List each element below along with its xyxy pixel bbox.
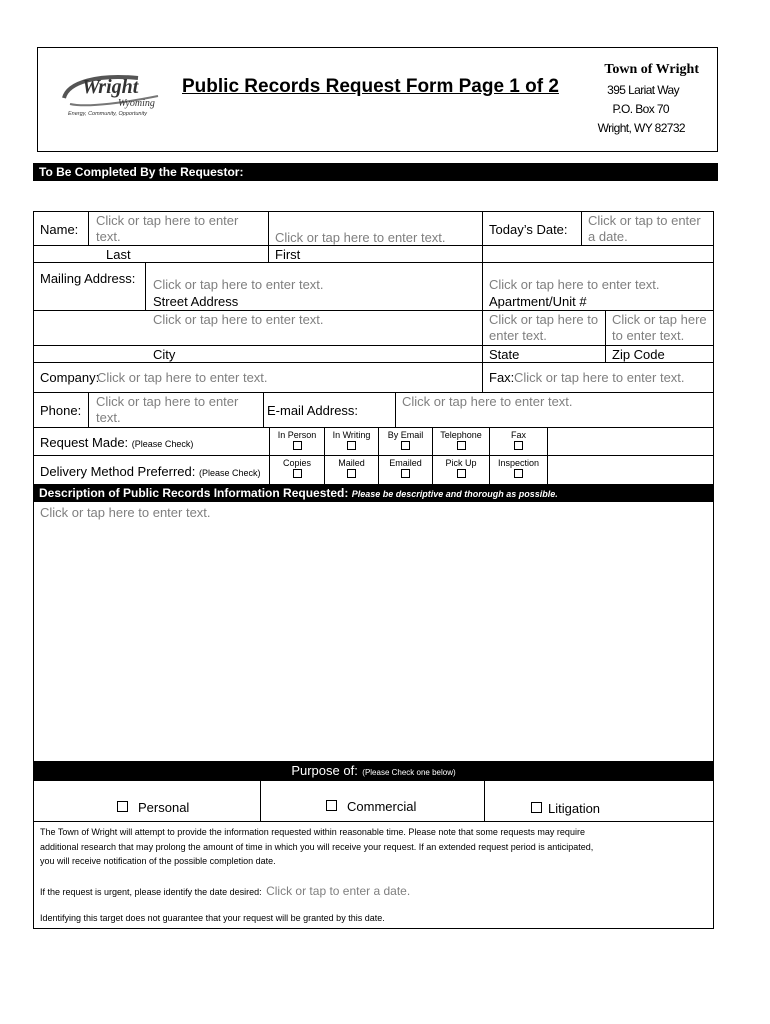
address-line-2: P.O. Box 70 bbox=[612, 102, 669, 116]
fax-label: Fax: bbox=[489, 370, 515, 385]
request-made-label bbox=[40, 435, 193, 452]
purpose-litigation[interactable] bbox=[484, 780, 714, 822]
delivery-opt-inspection[interactable] bbox=[489, 455, 548, 485]
request-made-text: Request Made: bbox=[40, 435, 129, 450]
last-caption: Last bbox=[106, 247, 131, 262]
checkbox-icon[interactable] bbox=[347, 469, 356, 478]
purpose-personal[interactable] bbox=[33, 780, 261, 822]
apt-field[interactable] bbox=[482, 262, 714, 311]
urgent-row bbox=[40, 882, 410, 900]
company-input[interactable]: Click or tap here to enter text. bbox=[97, 370, 268, 385]
request-opt-telephone[interactable] bbox=[432, 427, 490, 456]
section-requestor-title: To Be Completed By the Requestor: bbox=[39, 165, 244, 179]
first-name-field[interactable] bbox=[268, 211, 483, 246]
first-caption: First bbox=[275, 247, 301, 262]
checkbox-icon[interactable] bbox=[457, 469, 466, 478]
company-label: Company: bbox=[40, 370, 100, 385]
zip-caption-cell bbox=[605, 345, 714, 363]
state-field[interactable] bbox=[482, 310, 606, 346]
checkbox-icon[interactable] bbox=[293, 441, 302, 450]
form-title: Public Records Request Form Page 1 of 2 bbox=[182, 76, 559, 97]
delivery-opt-label: Mailed bbox=[338, 458, 365, 468]
delivery-opt-label: Pick Up bbox=[445, 458, 477, 468]
street-input[interactable]: Click or tap here to enter text. bbox=[153, 277, 324, 292]
footer-line-3: you will receive notification of the possible completion date. bbox=[40, 856, 276, 866]
last-name-input[interactable]: Click or tap here to enter text. bbox=[96, 213, 239, 244]
phone-label-cell bbox=[33, 392, 89, 428]
checkbox-icon[interactable] bbox=[401, 441, 410, 450]
mailing-label: Mailing Address: bbox=[40, 271, 136, 286]
street-field[interactable] bbox=[145, 262, 483, 311]
last-caption-cell bbox=[33, 245, 269, 263]
footer-line-2: additional research that may prolong the amount of time in which you will receive your request. If an extended request period is anticipated, bbox=[40, 842, 594, 852]
request-opt-in-person[interactable] bbox=[269, 427, 325, 456]
purpose-bar bbox=[33, 762, 714, 780]
name-label-cell bbox=[33, 211, 89, 246]
today-date-input[interactable]: Click or tap to enter a date. bbox=[588, 213, 701, 244]
address-line-1: 395 Lariat Way bbox=[607, 83, 679, 97]
last-name-field[interactable] bbox=[88, 211, 269, 246]
delivery-note: (Please Check) bbox=[198, 468, 261, 478]
checkbox-icon[interactable] bbox=[531, 802, 542, 813]
checkbox-icon[interactable] bbox=[117, 801, 128, 812]
zip-caption: Zip Code bbox=[612, 347, 665, 362]
requestor-form bbox=[33, 211, 714, 428]
phone-field[interactable] bbox=[88, 392, 264, 428]
today-label-cell bbox=[482, 211, 582, 246]
request-made-note: (Please Check) bbox=[131, 439, 194, 449]
purpose-personal-option[interactable] bbox=[117, 800, 189, 816]
description-title: Description of Public Records Information Requested: bbox=[39, 486, 349, 500]
request-empty-cell bbox=[547, 427, 714, 456]
urgent-label: If the request is urgent, please identify the date desired: bbox=[40, 887, 262, 897]
request-opt-label: By Email bbox=[387, 430, 424, 440]
request-opt-in-writing[interactable] bbox=[324, 427, 379, 456]
apt-input[interactable]: Click or tap here to enter text. bbox=[489, 277, 660, 292]
checkbox-icon[interactable] bbox=[514, 469, 523, 478]
checkbox-icon[interactable] bbox=[457, 441, 466, 450]
header-box bbox=[37, 47, 718, 152]
mailing-label-cell bbox=[33, 262, 146, 311]
city-input[interactable]: Click or tap here to enter text. bbox=[153, 312, 324, 327]
purpose-litigation-option[interactable] bbox=[531, 801, 600, 817]
city-caption-cell bbox=[33, 345, 483, 363]
blank-cell bbox=[482, 245, 714, 263]
company-field[interactable] bbox=[33, 362, 483, 393]
zip-field[interactable] bbox=[605, 310, 714, 346]
description-input[interactable]: Click or tap here to enter text. bbox=[40, 505, 211, 520]
email-label: E-mail Address: bbox=[267, 403, 359, 418]
town-logo bbox=[58, 68, 168, 124]
email-field[interactable] bbox=[395, 392, 714, 428]
delivery-row bbox=[33, 455, 714, 485]
request-opt-label: In Person bbox=[277, 430, 317, 440]
today-date-field[interactable] bbox=[581, 211, 714, 246]
purpose-commercial[interactable] bbox=[260, 780, 485, 822]
delivery-text: Delivery Method Preferred: bbox=[40, 464, 196, 479]
delivery-label-cell bbox=[33, 455, 270, 485]
request-label-cell bbox=[33, 427, 270, 456]
request-opt-label: Fax bbox=[510, 430, 526, 440]
state-caption-cell bbox=[482, 345, 606, 363]
zip-input[interactable]: Click or tap here to enter text. bbox=[612, 312, 707, 343]
delivery-opt-emailed[interactable] bbox=[378, 455, 433, 485]
description-field[interactable] bbox=[33, 502, 714, 762]
footer-box bbox=[33, 821, 714, 929]
town-name: Town of Wright bbox=[604, 62, 699, 77]
description-note: Please be descriptive and thorough as possible. bbox=[351, 489, 558, 499]
email-input[interactable]: Click or tap here to enter text. bbox=[402, 394, 573, 409]
phone-label: Phone: bbox=[40, 403, 82, 418]
checkbox-icon[interactable] bbox=[347, 441, 356, 450]
delivery-opt-label: Emailed bbox=[389, 458, 422, 468]
name-label: Name: bbox=[40, 222, 79, 237]
fax-input[interactable]: Click or tap here to enter text. bbox=[514, 370, 685, 385]
request-opt-label: Telephone bbox=[440, 430, 482, 440]
footer-line-1: The Town of Wright will attempt to provide the information requested within reasonable time. Please note that some requests may require bbox=[40, 827, 585, 837]
request-made-row bbox=[33, 427, 714, 456]
fax-field[interactable] bbox=[482, 362, 714, 393]
purpose-row bbox=[33, 780, 714, 822]
urgent-date-input[interactable]: Click or tap to enter a date. bbox=[266, 884, 411, 898]
description-bar bbox=[33, 485, 714, 502]
section-requestor-bar bbox=[33, 163, 718, 181]
purpose-title: Purpose of: bbox=[291, 763, 358, 778]
checkbox-icon[interactable] bbox=[293, 469, 302, 478]
email-label-cell bbox=[263, 392, 396, 428]
checkbox-icon[interactable] bbox=[401, 469, 410, 478]
checkbox-icon[interactable] bbox=[326, 800, 337, 811]
delivery-empty-cell bbox=[547, 455, 714, 485]
delivery-opt-label: Inspection bbox=[497, 458, 540, 468]
checkbox-icon[interactable] bbox=[514, 441, 523, 450]
request-opt-fax[interactable] bbox=[489, 427, 548, 456]
delivery-opt-copies[interactable] bbox=[269, 455, 325, 485]
logo-sub: Wyoming bbox=[118, 98, 155, 109]
logo-word: Wright bbox=[82, 76, 139, 98]
delivery-opt-pick-up[interactable] bbox=[432, 455, 490, 485]
delivery-opt-label: Copies bbox=[282, 458, 311, 468]
request-opt-label: In Writing bbox=[332, 430, 371, 440]
apt-caption: Apartment/Unit # bbox=[489, 294, 587, 309]
phone-input[interactable]: Click or tap here to enter text. bbox=[96, 394, 239, 425]
address-line-3: Wright, WY 82732 bbox=[597, 121, 685, 135]
today-label: Today’s Date: bbox=[489, 222, 568, 237]
state-caption: State bbox=[489, 347, 520, 362]
delivery-opt-mailed[interactable] bbox=[324, 455, 379, 485]
request-opt-by-email[interactable] bbox=[378, 427, 433, 456]
street-caption: Street Address bbox=[153, 294, 239, 309]
city-caption: City bbox=[153, 347, 176, 362]
purpose-commercial-option[interactable] bbox=[326, 799, 416, 815]
purpose-litigation-label: Litigation bbox=[548, 801, 601, 816]
logo-tagline: Energy, Community, Opportunity bbox=[68, 111, 147, 117]
delivery-label bbox=[40, 464, 261, 481]
first-name-input[interactable]: Click or tap here to enter text. bbox=[275, 230, 446, 245]
disclaimer: Identifying this target does not guarantee that your request will be granted by this date. bbox=[40, 913, 385, 923]
purpose-commercial-label: Commercial bbox=[347, 799, 417, 814]
purpose-note: (Please Check one below) bbox=[362, 768, 456, 777]
state-input[interactable]: Click or tap here to enter text. bbox=[489, 312, 599, 343]
first-caption-cell bbox=[268, 245, 483, 263]
purpose-personal-label: Personal bbox=[138, 800, 190, 815]
